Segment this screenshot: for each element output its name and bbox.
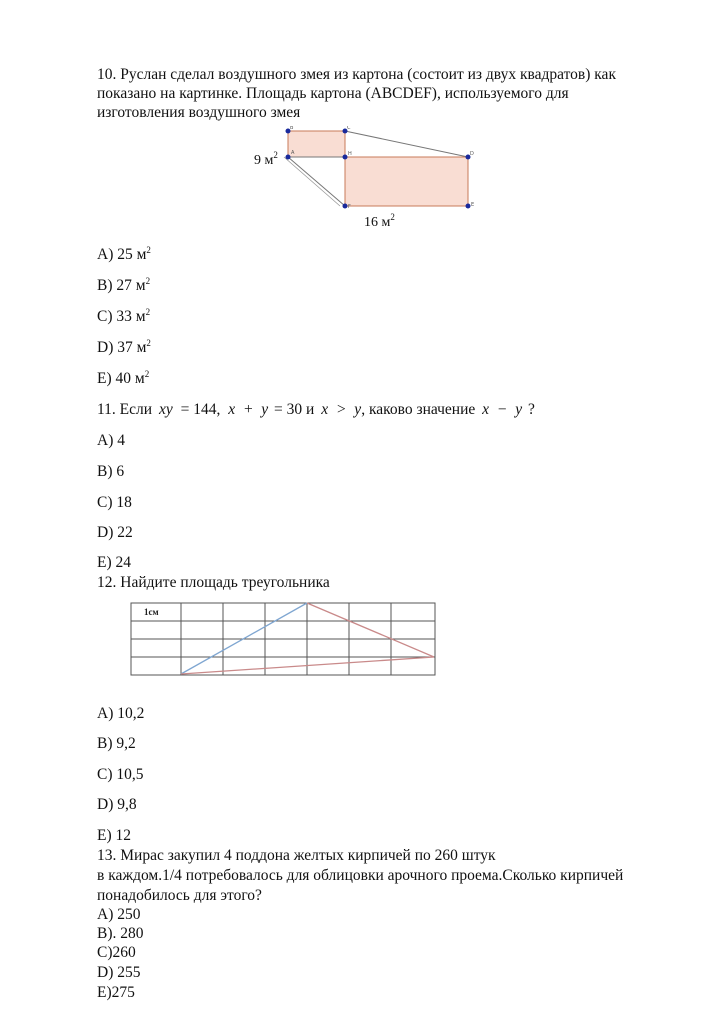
q10-point-e (466, 204, 471, 209)
q10-small-square (288, 131, 345, 157)
q10-large-area-label: 16 $м^2$ (364, 212, 395, 230)
q12-grid-lines (131, 603, 435, 675)
q11-eq-sum-val: = 30 и (274, 401, 315, 418)
q11-eq-xy-val: = 144, (180, 401, 221, 418)
q10-kite-svg (280, 126, 485, 212)
q10-point-a (286, 155, 291, 160)
q10-label-b: B (290, 126, 294, 131)
q11-eq-diff: x − y (482, 401, 523, 418)
q13-text-line-2: в каждом.1/4 потребовалось для облицовки арочного проема.Сколько кирпичей (97, 867, 624, 884)
q11-eq-gt: x > y (321, 401, 362, 418)
q11-option-d[interactable]: D) 22 (97, 524, 133, 541)
q11-mid: , каково значение (361, 401, 476, 418)
q12-title: 12. Найдите площадь треугольника (97, 574, 330, 591)
q13-option-a[interactable]: A) 250 (97, 906, 141, 923)
q10-point-h (343, 155, 348, 160)
q11-option-e[interactable]: E) 24 (97, 554, 132, 571)
q13-text-line-1: 13. Мирас закупил 4 поддона желтых кирпичей по 260 штук (97, 847, 496, 864)
q10-text-line-1: 10. Руслан сделал воздушного змея из картона (состоит из двух квадратов) как (97, 66, 616, 83)
q11-prefix: 11. Если (97, 401, 153, 418)
q10-label-a: A (291, 150, 295, 156)
q10-label-c: C (347, 126, 351, 131)
q13-option-e[interactable]: E)275 (97, 984, 135, 1001)
q10-option-e[interactable]: E) 40 $м^2$ (97, 369, 150, 387)
q12-option-a[interactable]: A) 10,2 (97, 705, 145, 722)
q10-line-af (288, 157, 345, 206)
q10-kite-figure (280, 126, 485, 212)
q12-grid-label: 1см (144, 607, 159, 617)
q10-large-square (345, 157, 468, 206)
q12-option-c[interactable]: C) 10,5 (97, 766, 144, 783)
q13-option-d[interactable]: D) 255 (97, 964, 141, 981)
q13-option-c[interactable]: C)260 (97, 944, 136, 961)
q12-option-b[interactable]: B) 9,2 (97, 735, 136, 752)
q10-point-f (343, 204, 348, 209)
q11-eq-sum: x + y (228, 401, 269, 418)
q13-option-b[interactable]: B). 280 (97, 925, 144, 942)
q12-grid-svg (128, 600, 440, 678)
q12-grid-figure (128, 600, 440, 678)
q12-side-red-top (307, 603, 434, 657)
q10-line-cd (345, 131, 468, 157)
q10-label-e: E (471, 202, 475, 208)
q10-option-b[interactable]: B) 27 $м^2$ (97, 276, 151, 294)
q10-label-h: H (348, 151, 352, 157)
q10-option-d[interactable]: D) 37 $м^2$ (97, 338, 151, 356)
q10-option-c[interactable]: C) 33 $м^2$ (97, 307, 151, 325)
q12-option-e[interactable]: E) 12 (97, 827, 132, 844)
q10-text-line-2: показано на картинке. Площадь картона (ABCDEF), используемого для (97, 85, 569, 102)
q10-small-area-label: 9 $м^2$ (254, 150, 278, 168)
q10-label-d: D (470, 151, 474, 157)
q11-option-c[interactable]: C) 18 (97, 494, 132, 511)
q10-option-a[interactable]: A) 25 $м^2$ (97, 245, 151, 263)
q11-suffix: ? (527, 401, 535, 418)
q11-text (97, 401, 535, 419)
q10-line-af2 (284, 157, 340, 206)
q11-eq-xy: xy (158, 401, 173, 418)
q10-label-f: F (348, 204, 351, 210)
q11-option-a[interactable]: A) 4 (97, 432, 125, 449)
q11-option-b[interactable]: B) 6 (97, 463, 125, 480)
q10-text-line-3: изготовления воздушного змея (97, 104, 301, 121)
q12-option-d[interactable]: D) 9,8 (97, 796, 137, 813)
q13-text-line-3: понадобилось для этого? (97, 887, 262, 904)
